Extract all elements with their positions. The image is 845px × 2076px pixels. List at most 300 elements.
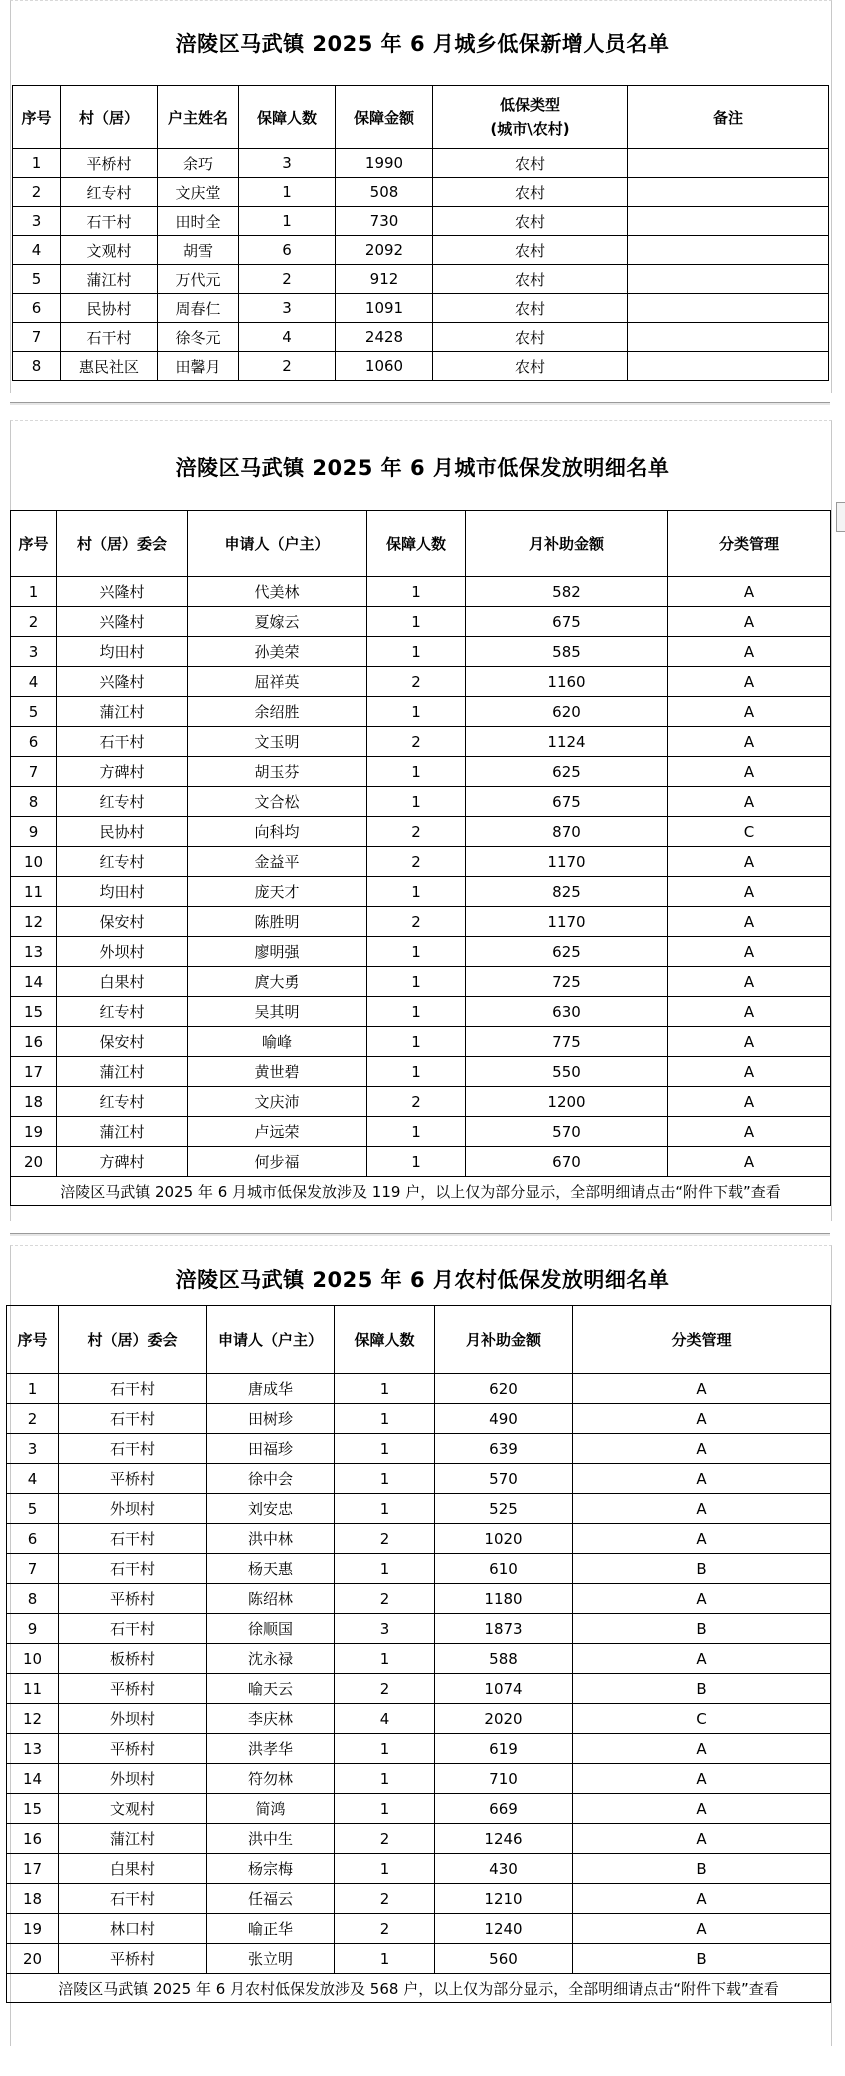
cell-category: A — [573, 1764, 831, 1794]
header-category: 分类管理 — [573, 1306, 831, 1374]
header-applicant: 申请人（户主） — [207, 1306, 335, 1374]
cell-monthly-subsidy: 1170 — [466, 847, 668, 877]
cell-village-committee: 白果村 — [57, 967, 188, 997]
cell-applicant: 洪中林 — [207, 1524, 335, 1554]
cell-applicant: 胡玉芬 — [188, 757, 367, 787]
cell-category: A — [573, 1734, 831, 1764]
cell-covered-people: 2 — [367, 907, 466, 937]
table-row — [7, 1854, 831, 1884]
section-divider — [10, 1233, 830, 1236]
cell-amount: 508 — [336, 178, 433, 207]
header-covered-people: 保障人数 — [335, 1306, 435, 1374]
cell-village-committee: 外坝村 — [59, 1704, 207, 1734]
header-index: 序号 — [13, 86, 61, 149]
cell-monthly-subsidy: 560 — [435, 1944, 573, 1974]
cell-applicant: 简鸿 — [207, 1794, 335, 1824]
header-type-line2: (城市\农村) — [490, 120, 570, 138]
cell-index: 8 — [11, 787, 57, 817]
cell-category: A — [573, 1404, 831, 1434]
cell-category: A — [668, 787, 831, 817]
cell-covered-people: 1 — [335, 1764, 435, 1794]
cell-applicant: 洪中生 — [207, 1824, 335, 1854]
cell-covered-people: 1 — [367, 697, 466, 727]
cell-covered-people: 3 — [239, 294, 336, 323]
cell-household-head: 文庆堂 — [158, 178, 239, 207]
table-row — [11, 1027, 831, 1057]
cell-monthly-subsidy: 1873 — [435, 1614, 573, 1644]
table-row — [11, 637, 831, 667]
cell-household-head: 田馨月 — [158, 352, 239, 381]
table-row — [11, 787, 831, 817]
cell-monthly-subsidy: 625 — [466, 937, 668, 967]
cell-monthly-subsidy: 610 — [435, 1554, 573, 1584]
cell-index: 14 — [11, 967, 57, 997]
cell-category: A — [668, 637, 831, 667]
scroll-handle[interactable] — [836, 502, 845, 532]
cell-village: 石干村 — [61, 323, 158, 352]
cell-index: 16 — [11, 1027, 57, 1057]
table-row — [7, 1914, 831, 1944]
table-row — [11, 727, 831, 757]
cell-applicant: 喻正华 — [207, 1914, 335, 1944]
table-row — [7, 1704, 831, 1734]
cell-category: A — [573, 1374, 831, 1404]
cell-applicant: 喻峰 — [188, 1027, 367, 1057]
cell-index: 3 — [11, 637, 57, 667]
table-row — [7, 1614, 831, 1644]
section-divider — [10, 402, 830, 405]
cell-covered-people: 2 — [367, 727, 466, 757]
cell-applicant: 夏嫁云 — [188, 607, 367, 637]
cell-category: A — [668, 937, 831, 967]
cell-village-committee: 白果村 — [59, 1854, 207, 1884]
urban-subsidy-table — [10, 510, 831, 1206]
cell-applicant: 任福云 — [207, 1884, 335, 1914]
cell-index: 13 — [11, 937, 57, 967]
cell-household-head: 万代元 — [158, 265, 239, 294]
cell-applicant: 杨宗梅 — [207, 1854, 335, 1884]
cell-monthly-subsidy: 1210 — [435, 1884, 573, 1914]
cell-village-committee: 兴隆村 — [57, 667, 188, 697]
cell-monthly-subsidy: 670 — [466, 1147, 668, 1177]
cell-index: 2 — [7, 1404, 59, 1434]
cell-category: A — [573, 1464, 831, 1494]
cell-type: 农村 — [433, 323, 628, 352]
table-row — [11, 757, 831, 787]
cell-village-committee: 平桥村 — [59, 1584, 207, 1614]
cell-village-committee: 平桥村 — [59, 1734, 207, 1764]
cell-category: B — [573, 1944, 831, 1974]
cell-type: 农村 — [433, 178, 628, 207]
cell-category: A — [668, 877, 831, 907]
cell-index: 16 — [7, 1824, 59, 1854]
cell-covered-people: 1 — [335, 1494, 435, 1524]
cell-index: 11 — [11, 877, 57, 907]
table-row — [7, 1404, 831, 1434]
cell-remarks — [628, 236, 829, 265]
header-household-head: 户主姓名 — [158, 86, 239, 149]
cell-index: 12 — [11, 907, 57, 937]
table-row — [7, 1824, 831, 1854]
cell-applicant: 文玉明 — [188, 727, 367, 757]
cell-village-committee: 蒲江村 — [57, 1057, 188, 1087]
cell-category: A — [573, 1494, 831, 1524]
cell-index: 8 — [13, 352, 61, 381]
cell-index: 20 — [7, 1944, 59, 1974]
cell-category: A — [573, 1644, 831, 1674]
table-row — [11, 1087, 831, 1117]
cell-monthly-subsidy: 1020 — [435, 1524, 573, 1554]
cell-index: 18 — [11, 1087, 57, 1117]
table-row — [7, 1464, 831, 1494]
cell-monthly-subsidy: 585 — [466, 637, 668, 667]
cell-applicant: 何步福 — [188, 1147, 367, 1177]
cell-monthly-subsidy: 825 — [466, 877, 668, 907]
cell-monthly-subsidy: 582 — [466, 577, 668, 607]
cell-index: 7 — [7, 1554, 59, 1584]
cell-covered-people: 1 — [367, 757, 466, 787]
table-row — [11, 997, 831, 1027]
cell-index: 5 — [11, 697, 57, 727]
table-row — [11, 607, 831, 637]
cell-applicant: 徐顺国 — [207, 1614, 335, 1644]
cell-household-head: 田时全 — [158, 207, 239, 236]
cell-index: 3 — [13, 207, 61, 236]
cell-village-committee: 外坝村 — [57, 937, 188, 967]
cell-index: 6 — [11, 727, 57, 757]
cell-village-committee: 平桥村 — [59, 1944, 207, 1974]
cell-applicant: 徐中会 — [207, 1464, 335, 1494]
cell-type: 农村 — [433, 265, 628, 294]
cell-applicant: 田树珍 — [207, 1404, 335, 1434]
cell-covered-people: 2 — [367, 667, 466, 697]
cell-monthly-subsidy: 1170 — [466, 907, 668, 937]
cell-village: 民协村 — [61, 294, 158, 323]
cell-monthly-subsidy: 490 — [435, 1404, 573, 1434]
cell-village-committee: 文观村 — [59, 1794, 207, 1824]
cell-monthly-subsidy: 550 — [466, 1057, 668, 1087]
header-index: 序号 — [7, 1306, 59, 1374]
cell-monthly-subsidy: 675 — [466, 787, 668, 817]
cell-village: 平桥村 — [61, 149, 158, 178]
cell-applicant: 屈祥英 — [188, 667, 367, 697]
cell-covered-people: 1 — [367, 1057, 466, 1087]
cell-remarks — [628, 149, 829, 178]
cell-monthly-subsidy: 675 — [466, 607, 668, 637]
cell-monthly-subsidy: 1200 — [466, 1087, 668, 1117]
cell-village-committee: 石干村 — [59, 1614, 207, 1644]
cell-covered-people: 1 — [335, 1854, 435, 1884]
cell-covered-people: 2 — [239, 352, 336, 381]
cell-monthly-subsidy: 775 — [466, 1027, 668, 1057]
cell-village: 红专村 — [61, 178, 158, 207]
cell-village: 文观村 — [61, 236, 158, 265]
cell-covered-people: 2 — [239, 265, 336, 294]
cell-covered-people: 2 — [335, 1584, 435, 1614]
cell-monthly-subsidy: 525 — [435, 1494, 573, 1524]
cell-index: 5 — [7, 1494, 59, 1524]
cell-applicant: 金益平 — [188, 847, 367, 877]
cell-applicant: 张立明 — [207, 1944, 335, 1974]
cell-village-committee: 蒲江村 — [59, 1824, 207, 1854]
cell-type: 农村 — [433, 236, 628, 265]
table-row — [11, 937, 831, 967]
cell-category: A — [668, 607, 831, 637]
cell-covered-people: 1 — [367, 1117, 466, 1147]
cell-village-committee: 蒲江村 — [57, 697, 188, 727]
section3-title: 涪陵区马武镇 2025 年 6 月农村低保发放明细名单 — [175, 1268, 670, 1292]
cell-type: 农村 — [433, 207, 628, 236]
cell-village-committee: 均田村 — [57, 877, 188, 907]
cell-village-committee: 外坝村 — [59, 1494, 207, 1524]
cell-covered-people: 1 — [335, 1794, 435, 1824]
cell-index: 6 — [7, 1524, 59, 1554]
cell-applicant: 文合松 — [188, 787, 367, 817]
cell-amount: 730 — [336, 207, 433, 236]
cell-index: 1 — [7, 1374, 59, 1404]
cell-village-committee: 板桥村 — [59, 1644, 207, 1674]
table-row — [7, 1554, 831, 1584]
cell-index: 17 — [11, 1057, 57, 1087]
header-monthly-subsidy: 月补助金额 — [466, 511, 668, 577]
table-row — [11, 1147, 831, 1177]
cell-covered-people: 2 — [367, 1087, 466, 1117]
table-row — [7, 1764, 831, 1794]
cell-index: 19 — [11, 1117, 57, 1147]
cell-index: 20 — [11, 1147, 57, 1177]
rural-subsidy-table — [6, 1305, 831, 2003]
cell-covered-people: 1 — [367, 877, 466, 907]
cell-category: A — [668, 967, 831, 997]
cell-category: C — [573, 1704, 831, 1734]
cell-covered-people: 1 — [335, 1374, 435, 1404]
section2-title: 涪陵区马武镇 2025 年 6 月城市低保发放明细名单 — [175, 456, 670, 480]
header-village: 村（居） — [61, 86, 158, 149]
cell-village: 石干村 — [61, 207, 158, 236]
cell-index: 1 — [11, 577, 57, 607]
table-row — [11, 1117, 831, 1147]
cell-monthly-subsidy: 1074 — [435, 1674, 573, 1704]
cell-index: 12 — [7, 1704, 59, 1734]
cell-covered-people: 2 — [367, 847, 466, 877]
header-remarks: 备注 — [628, 86, 829, 149]
cell-covered-people: 1 — [367, 967, 466, 997]
table-row — [7, 1644, 831, 1674]
header-village-committee: 村（居）委会 — [59, 1306, 207, 1374]
cell-monthly-subsidy: 710 — [435, 1764, 573, 1794]
cell-village-committee: 石干村 — [59, 1554, 207, 1584]
cell-index: 4 — [7, 1464, 59, 1494]
new-recipients-table — [12, 85, 829, 381]
table-row — [13, 236, 829, 265]
cell-monthly-subsidy: 1124 — [466, 727, 668, 757]
cell-index: 11 — [7, 1674, 59, 1704]
cell-category: A — [668, 667, 831, 697]
cell-village-committee: 红专村 — [57, 1087, 188, 1117]
cell-category: A — [573, 1584, 831, 1614]
cell-category: A — [668, 997, 831, 1027]
cell-monthly-subsidy: 588 — [435, 1644, 573, 1674]
cell-category: A — [668, 757, 831, 787]
table-row — [11, 667, 831, 697]
cell-applicant: 喻天云 — [207, 1674, 335, 1704]
cell-category: A — [668, 1117, 831, 1147]
cell-applicant: 李庆林 — [207, 1704, 335, 1734]
cell-category: A — [573, 1884, 831, 1914]
cell-village-committee: 石干村 — [59, 1374, 207, 1404]
cell-amount: 2428 — [336, 323, 433, 352]
cell-monthly-subsidy: 669 — [435, 1794, 573, 1824]
table-row — [7, 1674, 831, 1704]
cell-index: 18 — [7, 1884, 59, 1914]
cell-amount: 1060 — [336, 352, 433, 381]
cell-applicant: 文庆沛 — [188, 1087, 367, 1117]
cell-applicant: 沈永禄 — [207, 1644, 335, 1674]
cell-amount: 912 — [336, 265, 433, 294]
cell-covered-people: 1 — [335, 1944, 435, 1974]
cell-village-committee: 林口村 — [59, 1914, 207, 1944]
cell-covered-people: 2 — [335, 1524, 435, 1554]
header-category: 分类管理 — [668, 511, 831, 577]
cell-covered-people: 4 — [239, 323, 336, 352]
header-index: 序号 — [11, 511, 57, 577]
table-row — [7, 1494, 831, 1524]
cell-monthly-subsidy: 639 — [435, 1434, 573, 1464]
cell-applicant: 田福珍 — [207, 1434, 335, 1464]
cell-type: 农村 — [433, 149, 628, 178]
cell-monthly-subsidy: 1180 — [435, 1584, 573, 1614]
cell-applicant: 代美林 — [188, 577, 367, 607]
cell-covered-people: 2 — [335, 1674, 435, 1704]
table-row — [11, 697, 831, 727]
cell-index: 7 — [11, 757, 57, 787]
cell-applicant: 孙美荣 — [188, 637, 367, 667]
cell-monthly-subsidy: 619 — [435, 1734, 573, 1764]
cell-village-committee: 石干村 — [59, 1434, 207, 1464]
cell-index: 1 — [13, 149, 61, 178]
cell-remarks — [628, 294, 829, 323]
cell-covered-people: 1 — [367, 1027, 466, 1057]
cell-applicant: 庞天才 — [188, 877, 367, 907]
cell-amount: 1091 — [336, 294, 433, 323]
table-row — [13, 207, 829, 236]
cell-applicant: 唐成华 — [207, 1374, 335, 1404]
cell-category: B — [573, 1854, 831, 1884]
cell-remarks — [628, 178, 829, 207]
rural-note: 涪陵区马武镇 2025 年 6 月农村低保发放涉及 568 户，以上仅为部分显示，全部明细请点击“附件下载”查看 — [7, 1974, 831, 2003]
cell-village-committee: 方碑村 — [57, 1147, 188, 1177]
table-row — [11, 577, 831, 607]
cell-index: 6 — [13, 294, 61, 323]
cell-monthly-subsidy: 1160 — [466, 667, 668, 697]
cell-village: 蒲江村 — [61, 265, 158, 294]
cell-category: B — [573, 1554, 831, 1584]
cell-index: 17 — [7, 1854, 59, 1884]
cell-index: 2 — [13, 178, 61, 207]
cell-covered-people: 2 — [367, 817, 466, 847]
cell-index: 2 — [11, 607, 57, 637]
header-covered-people: 保障人数 — [239, 86, 336, 149]
cell-household-head: 徐冬元 — [158, 323, 239, 352]
header-type-line1: 低保类型 — [499, 96, 560, 114]
cell-household-head: 周春仁 — [158, 294, 239, 323]
table-row — [13, 178, 829, 207]
cell-applicant: 洪孝华 — [207, 1734, 335, 1764]
cell-village-committee: 方碑村 — [57, 757, 188, 787]
table-row — [11, 907, 831, 937]
cell-category: A — [668, 847, 831, 877]
header-applicant: 申请人（户主） — [188, 511, 367, 577]
cell-index: 19 — [7, 1914, 59, 1944]
cell-monthly-subsidy: 630 — [466, 997, 668, 1027]
table-row — [11, 967, 831, 997]
cell-village: 惠民社区 — [61, 352, 158, 381]
cell-covered-people: 1 — [367, 937, 466, 967]
cell-category: B — [573, 1674, 831, 1704]
cell-index: 15 — [7, 1794, 59, 1824]
table-row — [11, 817, 831, 847]
cell-index: 9 — [7, 1614, 59, 1644]
cell-index: 4 — [13, 236, 61, 265]
cell-category: A — [668, 907, 831, 937]
cell-index: 7 — [13, 323, 61, 352]
cell-monthly-subsidy: 1240 — [435, 1914, 573, 1944]
cell-applicant: 向科均 — [188, 817, 367, 847]
cell-covered-people: 3 — [239, 149, 336, 178]
cell-covered-people: 1 — [367, 637, 466, 667]
table-row — [7, 1944, 831, 1974]
cell-village-committee: 兴隆村 — [57, 577, 188, 607]
cell-category: A — [573, 1914, 831, 1944]
cell-type: 农村 — [433, 294, 628, 323]
cell-index: 10 — [11, 847, 57, 877]
cell-covered-people: 1 — [335, 1464, 435, 1494]
cell-category: A — [573, 1794, 831, 1824]
cell-applicant: 庹大勇 — [188, 967, 367, 997]
cell-remarks — [628, 265, 829, 294]
cell-category: A — [573, 1824, 831, 1854]
cell-covered-people: 2 — [335, 1824, 435, 1854]
cell-village-committee: 红专村 — [57, 847, 188, 877]
cell-category: A — [573, 1524, 831, 1554]
cell-covered-people: 1 — [335, 1554, 435, 1584]
cell-monthly-subsidy: 870 — [466, 817, 668, 847]
table-row — [11, 877, 831, 907]
table-row — [7, 1884, 831, 1914]
table-row — [7, 1794, 831, 1824]
table-row — [7, 1374, 831, 1404]
cell-applicant: 吴其明 — [188, 997, 367, 1027]
cell-amount: 1990 — [336, 149, 433, 178]
cell-applicant: 陈胜明 — [188, 907, 367, 937]
cell-index: 8 — [7, 1584, 59, 1614]
cell-index: 14 — [7, 1764, 59, 1794]
cell-village-committee: 石干村 — [59, 1524, 207, 1554]
cell-applicant: 陈绍林 — [207, 1584, 335, 1614]
cell-amount: 2092 — [336, 236, 433, 265]
cell-index: 3 — [7, 1434, 59, 1464]
cell-monthly-subsidy: 2020 — [435, 1704, 573, 1734]
header-amount: 保障金额 — [336, 86, 433, 149]
cell-covered-people: 6 — [239, 236, 336, 265]
section1-title: 涪陵区马武镇 2025 年 6 月城乡低保新增人员名单 — [175, 32, 670, 56]
urban-note: 涪陵区马武镇 2025 年 6 月城市低保发放涉及 119 户，以上仅为部分显示，全部明细请点击“附件下载”查看 — [11, 1177, 831, 1206]
cell-remarks — [628, 352, 829, 381]
cell-monthly-subsidy: 625 — [466, 757, 668, 787]
cell-covered-people: 1 — [335, 1644, 435, 1674]
table-row — [13, 323, 829, 352]
cell-monthly-subsidy: 1246 — [435, 1824, 573, 1854]
